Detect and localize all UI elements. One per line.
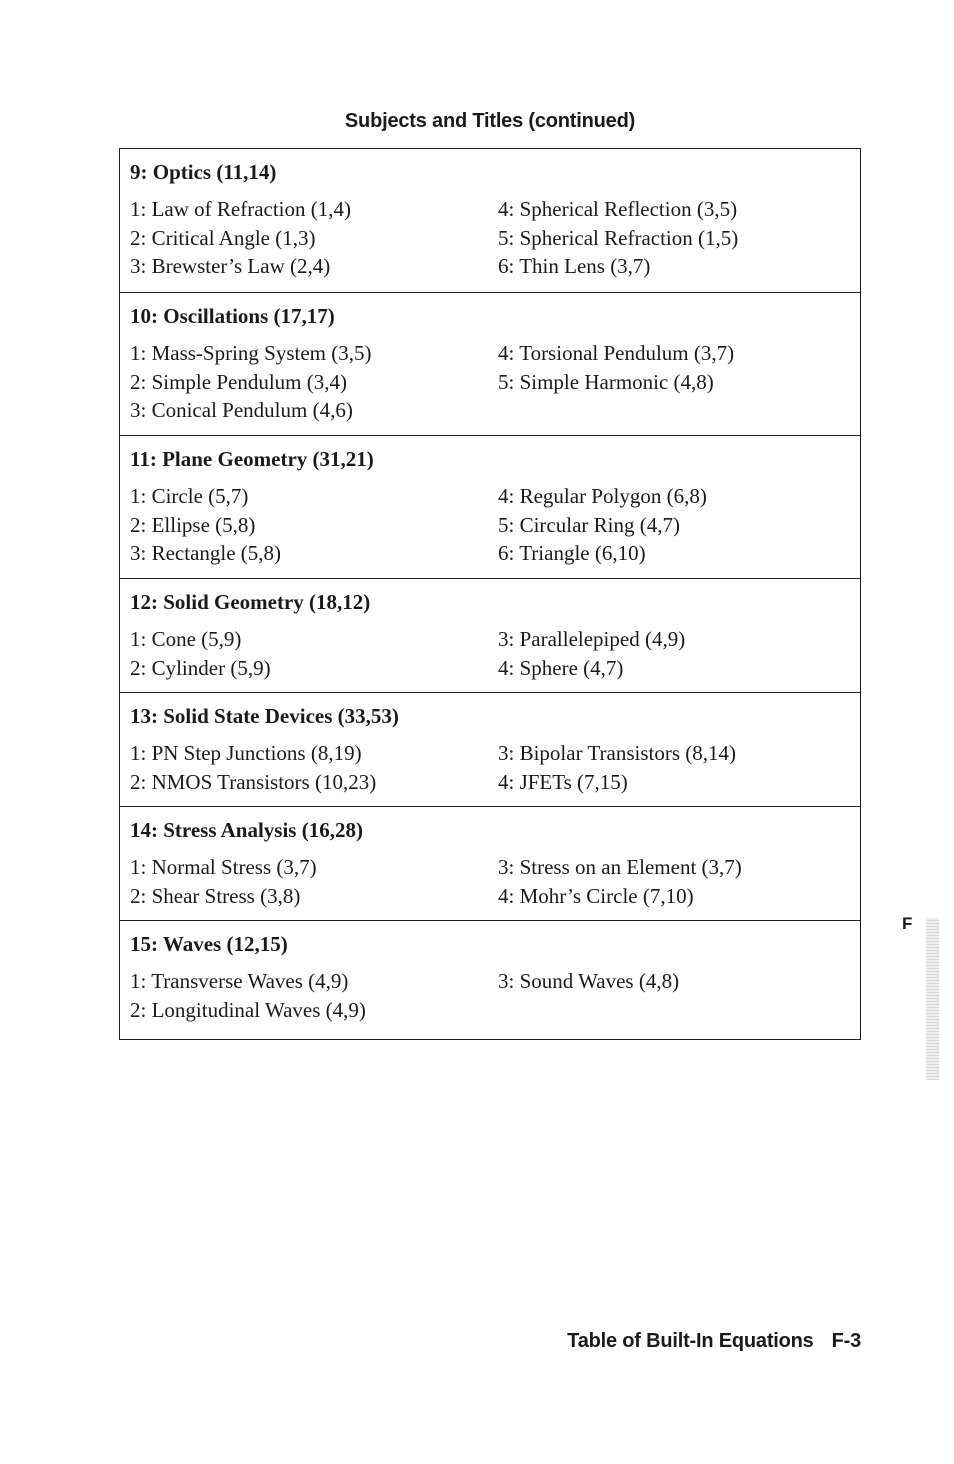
right-column [498, 625, 850, 682]
list-item: 3: Brewster’s Law (2,4) [130, 254, 331, 279]
list-item: 1: Normal Stress (3,7) [130, 855, 317, 879]
appendix-tab-letter: F [902, 914, 913, 933]
list-item: 2: Critical Angle (1,3) [130, 225, 316, 250]
list-item: 1: Cone (5,9) [130, 627, 242, 651]
section-title: 10: Oscillations (17,17) [130, 304, 335, 328]
list-item: 4: Regular Polygon (6,8) [498, 484, 707, 508]
section-title: 13: Solid State Devices (33,53) [130, 704, 399, 728]
list-item: 1: Law of Refraction (1,4) [130, 197, 352, 221]
list-item: 4: Sphere (4,7) [498, 655, 624, 680]
left-column [130, 482, 498, 568]
list-item: 4: Mohr’s Circle (7,10) [498, 883, 694, 908]
list-item: 4: Spherical Reflection (3,5) [498, 197, 738, 221]
list-item: 1: PN Step Junctions (8,19) [130, 741, 362, 765]
list-item: 2: Simple Pendulum (3,4) [130, 369, 347, 394]
section-title: 11: Plane Geometry (31,21) [130, 447, 374, 471]
left-column [130, 967, 498, 1024]
page-footer [567, 1330, 861, 1353]
left-column [130, 339, 498, 425]
list-item: 6: Triangle (6,10) [498, 541, 646, 566]
right-column [498, 853, 850, 910]
section-title: 14: Stress Analysis (16,28) [130, 818, 363, 842]
list-item: 5: Spherical Refraction (1,5) [498, 225, 739, 250]
list-item: 3: Stress on an Element (3,7) [498, 855, 742, 879]
list-item: 4: JFETs (7,15) [498, 769, 628, 794]
list-item: 3: Conical Pendulum (4,6) [130, 398, 353, 423]
section-title: 15: Waves (12,15) [130, 932, 288, 956]
list-item: 2: Shear Stress (3,8) [130, 883, 301, 908]
section-title: 9: Optics (11,14) [130, 160, 277, 184]
section-title: 12: Solid Geometry (18,12) [130, 590, 371, 614]
right-column [498, 482, 850, 568]
page-title: Subjects and Titles (continued) [344, 110, 636, 132]
section-oscillations [120, 292, 860, 435]
list-item: 1: Mass-Spring System (3,5) [130, 341, 372, 365]
subjects-table [119, 148, 861, 1040]
section-solid-geometry [120, 578, 860, 692]
left-column [130, 195, 498, 281]
right-column [498, 339, 850, 425]
list-item: 1: Circle (5,7) [130, 484, 249, 508]
list-item: 6: Thin Lens (3,7) [498, 254, 651, 279]
section-solid-state-devices [120, 692, 860, 806]
list-item: 4: Torsional Pendulum (3,7) [498, 341, 735, 365]
footer-title: Table of Built-In Equations [567, 1330, 814, 1352]
right-column [498, 739, 850, 796]
list-item: 1: Transverse Waves (4,9) [130, 969, 349, 993]
right-column [498, 195, 850, 281]
list-item: 2: Longitudinal Waves (4,9) [130, 997, 366, 1022]
list-item: 3: Rectangle (5,8) [130, 541, 282, 566]
left-column [130, 739, 498, 796]
section-waves [120, 920, 860, 1039]
list-item: 2: NMOS Transistors (10,23) [130, 769, 377, 794]
section-optics [120, 149, 860, 292]
list-item: 5: Simple Harmonic (4,8) [498, 369, 714, 394]
list-item: 5: Circular Ring (4,7) [498, 512, 680, 537]
section-stress-analysis [120, 806, 860, 920]
right-column [498, 967, 850, 1024]
left-column [130, 625, 498, 682]
page-number: F-3 [831, 1330, 861, 1352]
left-column [130, 853, 498, 910]
list-item: 2: Ellipse (5,8) [130, 512, 256, 537]
list-item: 3: Bipolar Transistors (8,14) [498, 741, 737, 765]
appendix-thumb-tab [926, 918, 939, 1080]
list-item: 2: Cylinder (5,9) [130, 655, 271, 680]
list-item: 3: Sound Waves (4,8) [498, 969, 680, 993]
section-plane-geometry [120, 435, 860, 578]
list-item: 3: Parallelepiped (4,9) [498, 627, 686, 651]
